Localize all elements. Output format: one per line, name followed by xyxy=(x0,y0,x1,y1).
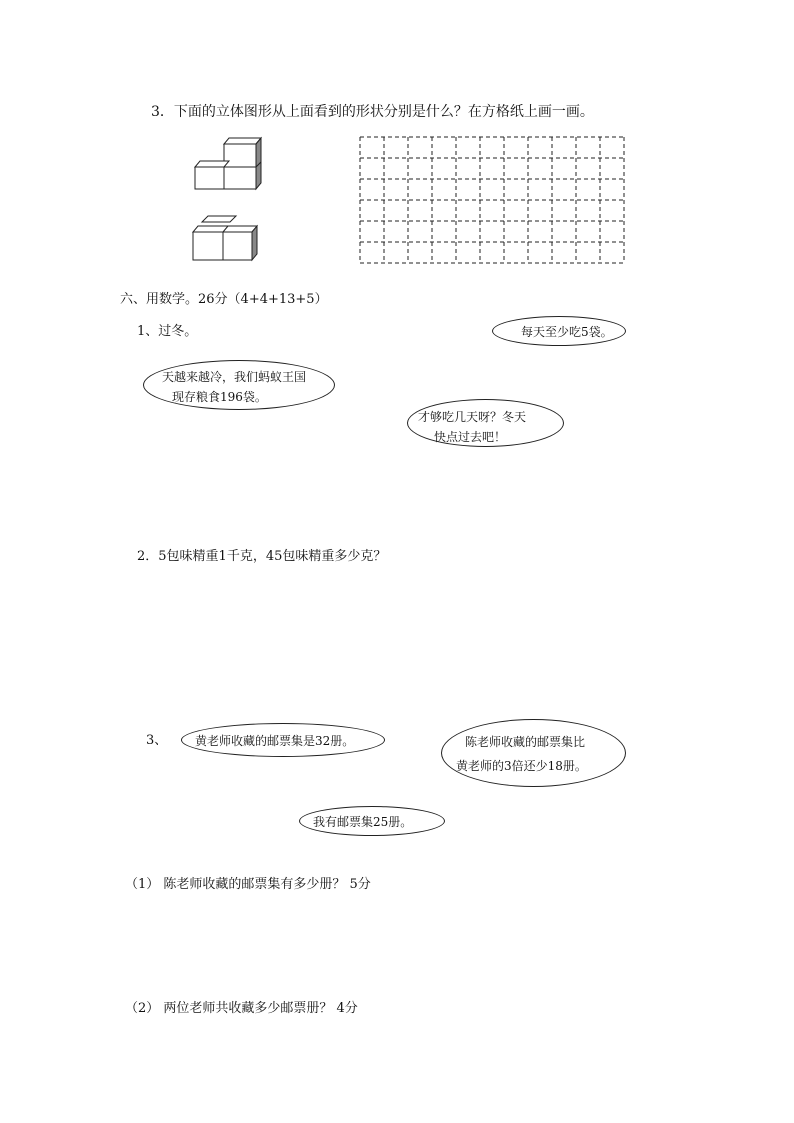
bubble-days-line2: 快点过去吧！ xyxy=(434,430,507,444)
problem-3-sub-2: （2） 两位老师共收藏多少邮票册？ 4分 xyxy=(125,1001,358,1016)
bubble-me-text: 我有邮票集25册。 xyxy=(313,815,413,829)
bubble-ant-king-line1: 天越来越冷，我们蚂蚁王国 xyxy=(162,370,307,384)
cube-figure-row xyxy=(188,216,268,266)
bubble-daily-text: 每天至少吃5袋。 xyxy=(521,325,613,339)
question-3-prompt: 3．下面的立体图形从上面看到的形状分别是什么？在方格纸上画一画。 xyxy=(151,104,594,120)
bubble-ant-king-line2: 现存粮食196袋。 xyxy=(172,390,267,404)
grid-paper xyxy=(359,136,629,266)
cube-figure-stack xyxy=(190,133,270,193)
bubble-days-line1: 才够吃几天呀？冬天 xyxy=(418,410,527,424)
bubble-huang-text: 黄老师收藏的邮票集是32册。 xyxy=(195,734,355,748)
speech-bubble-chen xyxy=(441,719,626,787)
problem-3-label: 3、 xyxy=(146,733,168,748)
section-6-heading: 六、用数学。26分（4+4+13+5） xyxy=(120,292,328,307)
bubble-chen-line1: 陈老师收藏的邮票集比 xyxy=(465,735,586,749)
problem-1-label: 1、过冬。 xyxy=(137,324,198,339)
bubble-chen-line2: 黄老师的3倍还少18册。 xyxy=(456,759,587,773)
problem-2-text: 2．5包味精重1千克，45包味精重多少克？ xyxy=(137,549,387,564)
problem-3-sub-1: （1） 陈老师收藏的邮票集有多少册？ 5分 xyxy=(125,877,371,892)
